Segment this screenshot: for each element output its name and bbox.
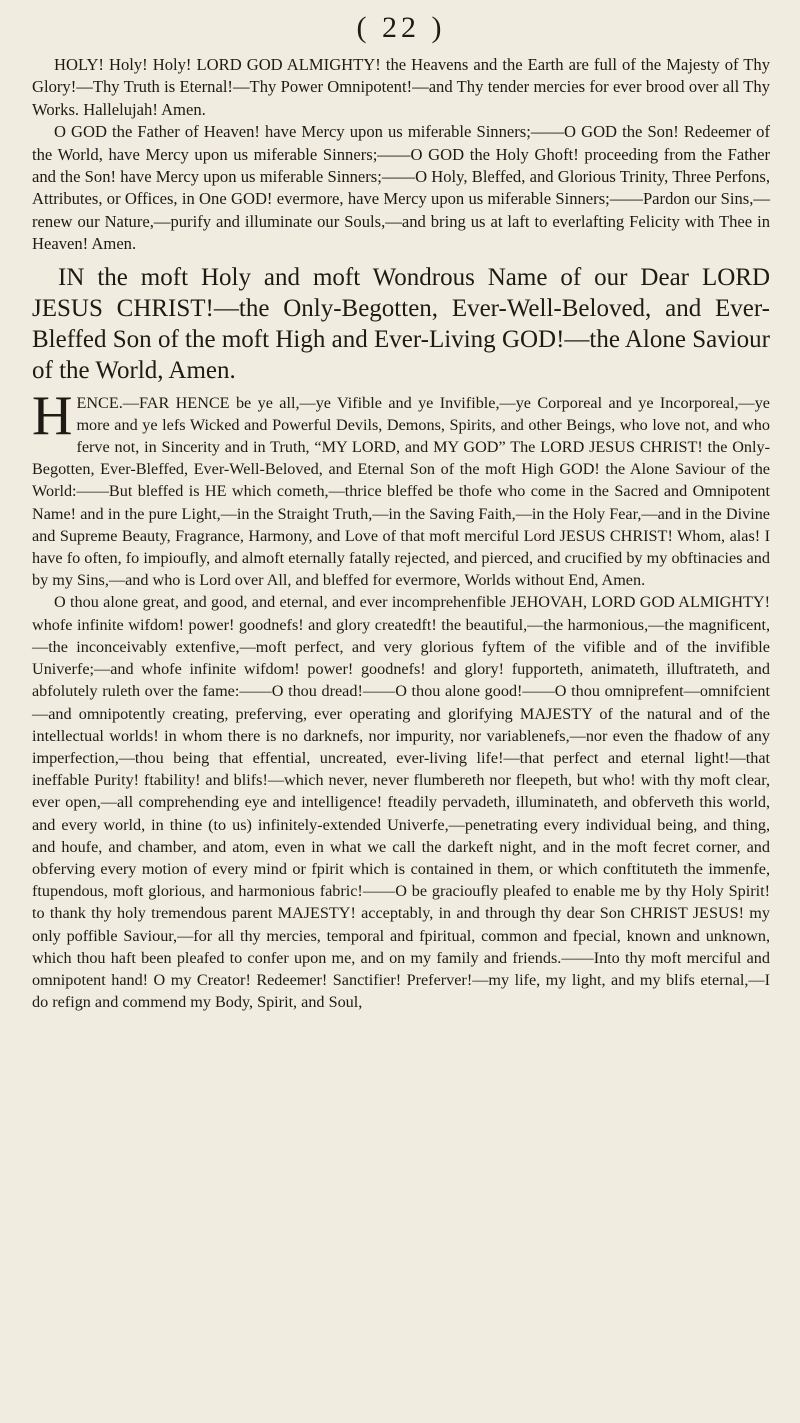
trinity-invocation: [32, 121, 770, 255]
exorcism-text: ENCE.—FAR HENCE be ye all,—ye Vifible and ye Invifible,—ye Corporeal and ye Incorporeal,—ye more and ye lefs Wicked and Powerful Devils, Demons, Spirits, and other Beings, who love not, and who ferve not, in Sincerity and in Truth, “MY LORD, and MY GOD” The LORD JESUS CHRIST! the Only-Begotten, Ever-Bleffed, Ever-Well-Beloved, and Eternal Son of the moft High GOD! the Alone Saviour of the World:——But bleffed is HE which cometh,—thrice bleffed be thofe who come in the Sacred and Omnipotent Name! and in the pure Light,—in the Straight Truth,—in the Saving Faith,—in the Holy Fear,—and in the Divine and Supreme Beauty, Fragrance, Harmony, and Love of that moft merciful Lord JESUS CHRIST! Whom, alas! I have fo often, fo impioufly, and almoft eternally fatally rejected, and pierced, and crucified by my obftinacies and by my Sins,—and who is Lord over All, and bleffed for evermore, Worlds without End, Amen.: [32, 393, 770, 590]
jehovah-prayer: [32, 591, 770, 1013]
jehovah-prayer-text: O thou alone great, and good, and eternal, and ever incomprehenfible JEHOVAH, LORD GOD ALMIGHTY! whofe infinite wifdom! power! goodnefs! and glory createdft! the beautiful,—the harmonious,—the magnificent,—the inconceivably extenfive,—moft perfect, and very glorious fyftem of the vifible and of the invifible Univerfe;—and whofe infinite wifdom! power! goodnefs! and glory! fupporteth, animateth, illuftrateth, and abfolutely ruleth over the fame:——O thou dread!——O thou alone good!——O thou omniprefent—omnifcient—and omnipotently creating, preferving, ever operating and glorifying MAJESTY of the natural and of the intellectual worlds! in whom there is no darknefs, nor impurity, nor variablenefs,—nor even the fhadow of any imperfection,—thou being that effential, uncreated, ever-living life!—that perfect and eternal light!—that ineffable Purity! ftability! and blifs!—which never, never flumbereth nor fleepeth, but who! with thy moft clear, ever open,—all comprehending eye and intelligence! fteadily pervadeth, illuminateth, and obferveth this world, and every world, in thine (to us) infinitely-extended Univerfe,—penetrating every individual being, and thing, and houfe, and chamber, and atom, even in what we call the darkeft night, and in the moft fecret corner, and obferving every motion of every mind or fpirit which is contained in them, or which conftituteth the immenfe, ftupendous, moft glorious, and harmonious fabric!——O be gracioufly pleafed to enable me by thy Holy Spirit! to thank thy holy tremendous parent MAJESTY! acceptably, in and through thy dear Son CHRIST JESUS! my only poffible Saviour,—for all thy mercies, temporal and fpiritual, common and fpecial, known and unknown, which thou haft been pleafed to confer upon me, and on my family and friends.——Into thy moft merciful and omnipotent hand! O my Creator! Redeemer! Sanctifier! Preferver!—my life, my light, and my blifs eternal,—I do refign and commend my Body, Spirit, and Soul,: [32, 593, 770, 1012]
opening-doxology: [32, 54, 770, 121]
trinity-invocation-text: O GOD the Father of Heaven! have Mercy upon us miferable Sinners;——O GOD the Son! Redeemer of the World, have Mercy upon us miferable Sinners;——O GOD the Holy Ghoft! proceeding from the Father and the Son! have Mercy upon us miferable Sinners;——O Holy, Bleffed, and Glorious Trinity, Three Perfons, Attributes, or Offices, in One GOD! evermore, have Mercy upon us miferable Sinners;——Pardon our Sins,—renew our Nature,—purify and illuminate our Souls,—and bring us at laft to everlafting Felicity with Thee in Heaven! Amen.: [32, 122, 770, 254]
section-heading-text: IN the moft Holy and moft Wondrous Name of our Dear LORD JESUS CHRIST!—the Only-Begotten, Ever-Well-Beloved, and Ever-Bleffed Son of the moft High and Ever-Living GOD!—the Alone Saviour of the World, Amen.: [32, 263, 770, 384]
exorcism-paragraph: [32, 384, 770, 592]
drop-cap: H: [32, 384, 73, 447]
opening-doxology-text: HOLY! Holy! Holy! LORD GOD ALMIGHTY! the Heavens and the Earth are full of the Majesty of Thy Glory!—Thy Truth is Eternal!—Thy Power Omnipotent!—and Thy tender mercies for ever brood over all Thy Works. Hallelujah! Amen.: [32, 55, 770, 119]
section-heading: [32, 262, 770, 386]
page-number: ( 22 ): [356, 11, 446, 44]
